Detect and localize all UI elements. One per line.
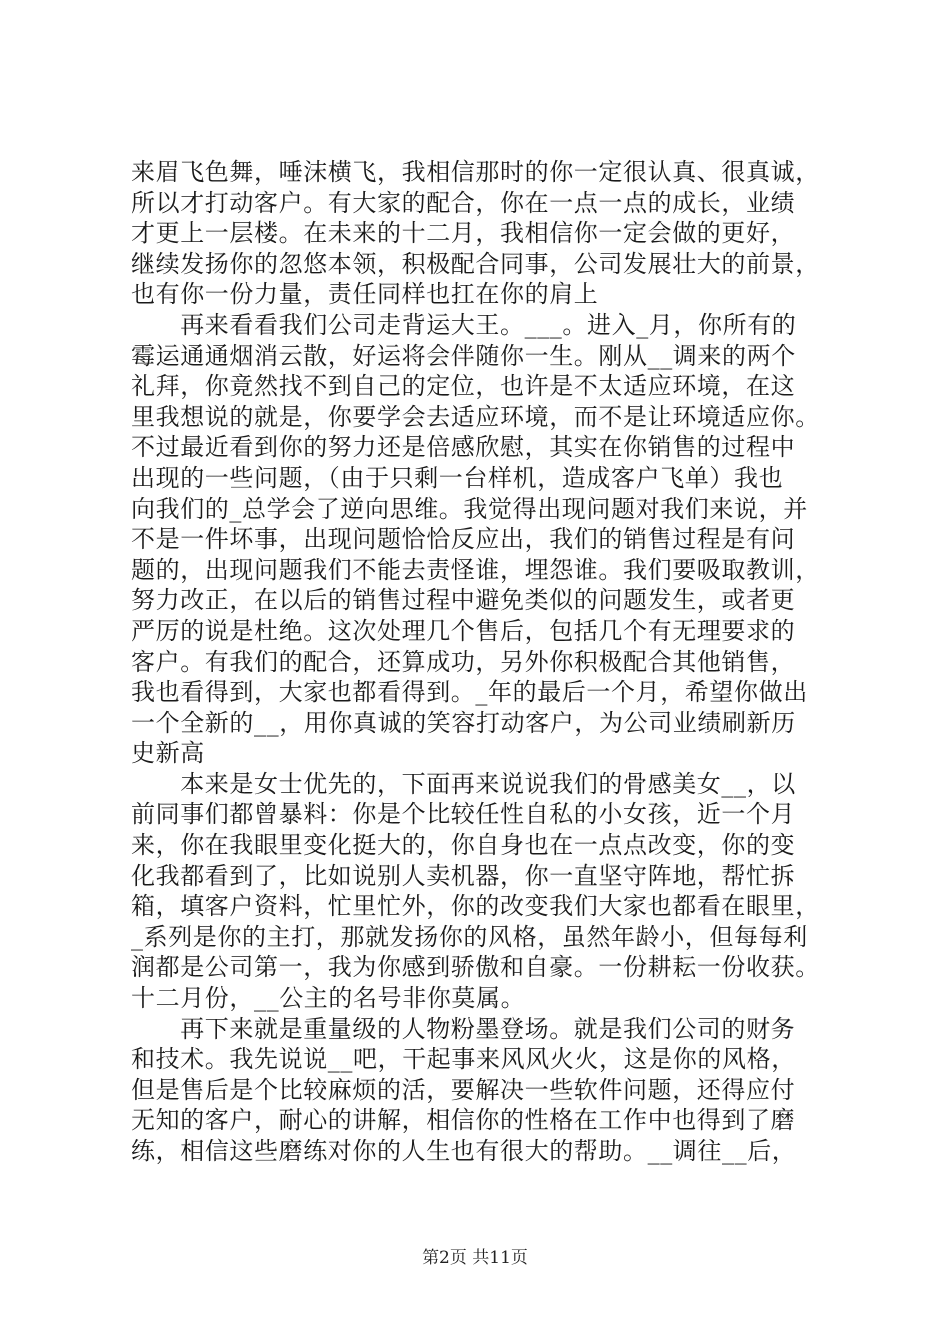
text-line: 所以才打动客户。有大家的配合，你在一点一点的成长，业绩 — [131, 188, 796, 217]
text-line: 不过最近看到你的努力还是倍感欣慰，其实在你销售的过程中 — [131, 433, 796, 462]
text-line: 化我都看到了，比如说别人卖机器，你一直坚守阵地，帮忙拆 — [131, 861, 796, 890]
text-line: 努力改正，在以后的销售过程中避免类似的问题发生，或者更 — [131, 586, 796, 615]
text-line: 出现的一些问题，（由于只剩一台样机，造成客户飞单）我也 — [131, 463, 784, 492]
document-body — [131, 157, 841, 1167]
text-line: 来，你在我眼里变化挺大的，你自身也在一点点改变，你的变 — [131, 831, 796, 860]
text-line: 题的，出现问题我们不能去责怪谁，埋怨谁。我们要吸取教训， — [131, 555, 820, 584]
text-line: 箱，填客户资料，忙里忙外，你的改变我们大家也都看在眼里， — [131, 892, 820, 921]
text-line: 再下来就是重量级的人物粉墨登场。就是我们公司的财务 — [131, 1014, 796, 1043]
text-line: 我也看得到，大家也都看得到。_年的最后一个月，希望你做出 — [131, 678, 808, 707]
text-line: 才更上一层楼。在未来的十二月，我相信你一定会做的更好， — [131, 219, 796, 248]
text-line: 里我想说的就是，你要学会去适应环境，而不是让环境适应你。 — [131, 402, 820, 431]
text-line: 本来是女士优先的，下面再来说说我们的骨感美女__，以 — [131, 769, 796, 798]
text-line: 严厉的说是杜绝。这次处理几个售后，包括几个有无理要求的 — [131, 616, 796, 645]
text-line: 客户。有我们的配合，还算成功，另外你积极配合其他销售， — [131, 647, 796, 676]
text-line: 一个全新的__，用你真诚的笑容打动客户，为公司业绩刷新历 — [131, 708, 796, 737]
text-line: 润都是公司第一，我为你感到骄傲和自豪。一份耕耘一份收获。 — [131, 953, 820, 982]
text-line: 十二月份，__公主的名号非你莫属。 — [131, 984, 526, 1013]
text-line: 和技术。我先说说__吧，干起事来风风火火，这是你的风格， — [131, 1045, 796, 1074]
text-line: _系列是你的主打，那就发扬你的风格，虽然年龄小，但每每利 — [131, 922, 808, 951]
text-line: 不是一件坏事，出现问题恰恰反应出，我们的销售过程是有问 — [131, 525, 796, 554]
text-line: 继续发扬你的忽悠本领，积极配合同事，公司发展壮大的前景， — [131, 249, 820, 278]
text-line: 无知的客户，耐心的讲解，相信你的性格在工作中也得到了磨 — [131, 1106, 796, 1135]
text-line: 来眉飞色舞，唾沫横飞，我相信那时的你一定很认真、很真诚， — [131, 158, 820, 186]
text-line: 前同事们都曾暴料：你是个比较任性自私的小女孩，近一个月 — [131, 800, 796, 829]
text-line: 向我们的_总学会了逆向思维。我觉得出现问题对我们来说，并 — [131, 494, 808, 523]
page-footer: 第2页 共11页 — [422, 1248, 528, 1268]
text-line: 但是售后是个比较麻烦的活，要解决一些软件问题，还得应付 — [131, 1075, 796, 1104]
text-line: 霉运通通烟消云散，好运将会伴随你一生。刚从__调来的两个 — [131, 341, 796, 370]
text-line: 也有你一份力量，责任同样也扛在你的肩上 — [131, 280, 599, 309]
text-line: 史新高 — [131, 739, 205, 768]
text-line: 再来看看我们公司走背运大王。___。进入_月，你所有的 — [131, 310, 797, 339]
text-line: 练，相信这些磨练对你的人生也有很大的帮助。__调往__后， — [131, 1137, 797, 1165]
text-line: 礼拜，你竟然找不到自己的定位，也许是不太适应环境，在这 — [131, 372, 796, 401]
